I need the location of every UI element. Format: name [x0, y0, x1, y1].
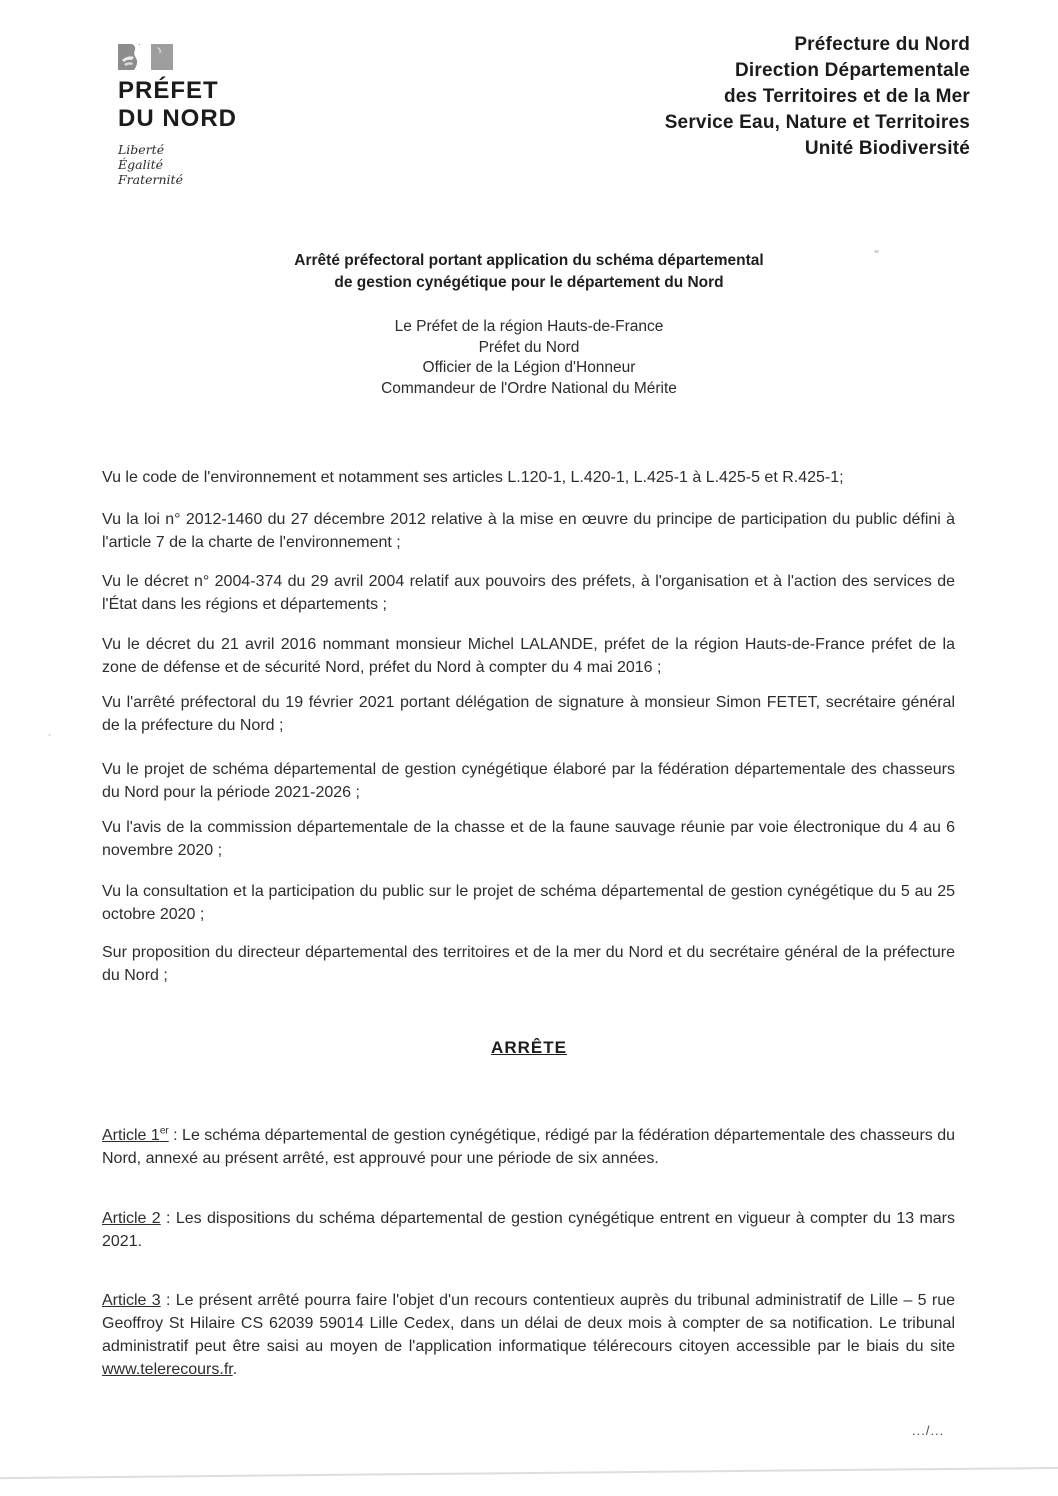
- letterhead-line: Service Eau, Nature et Territoires: [664, 112, 970, 133]
- logo-motto: [118, 142, 358, 187]
- prefet-du-nord-logo: [118, 44, 358, 187]
- telerecours-link[interactable]: www.telerecours.fr: [102, 1361, 233, 1378]
- letterhead-line: Préfecture du Nord: [794, 34, 970, 55]
- logo-name-line1: PRÉFET: [118, 77, 219, 104]
- document-title: [0, 250, 1058, 294]
- authority-line: Le Préfet de la région Hauts-de-France: [394, 318, 664, 335]
- recital-paragraph: Vu la loi n° 2012-1460 du 27 décembre 2012 relative à la mise en œuvre du principe de participation du public défini à l'article 7 de la charte de l'environnement ;: [102, 511, 955, 551]
- article-2-text: : Les dispositions du schéma départemental de gestion cynégétique entrent en vigueur à compter du 13 mars 2021.: [102, 1210, 956, 1250]
- article-1-superscript: er: [159, 1125, 169, 1137]
- marianne-flag-icon: [118, 44, 173, 71]
- letterhead: [665, 32, 970, 162]
- authority-line: Officier de la Légion d'Honneur: [422, 359, 636, 376]
- recital-paragraph: Vu la consultation et la participation du public sur le projet de schéma départemental de gestion cynégétique du 5 au 25 octobre 2020 ;: [102, 883, 955, 923]
- letterhead-line: Direction Départementale: [735, 60, 970, 81]
- article-3-text-end: .: [232, 1361, 238, 1378]
- recital-paragraph: Vu l'avis de la commission départementale de la chasse et de la faune sauvage réunie par voie électronique du 4 au 6 novembre 2020 ;: [102, 819, 955, 859]
- article-3-text: : Le présent arrêté pourra faire l'objet d'un recours contentieux auprès du tribunal administratif de Lille – 5 rue Geoffroy St Hilaire CS 62039 59014 Lille Cedex, dans un délai de deux mois à compter de sa notification. Le tribunal administratif peut être saisi au moyen de l'application informatique télérecours citoyen accessible par le biais du site: [102, 1292, 956, 1355]
- motto-fraternite: Fraternité: [118, 172, 183, 187]
- article-1-label: Article 1er: [102, 1125, 169, 1144]
- article-2-label: Article 2: [102, 1210, 161, 1227]
- article-3-label: Article 3: [102, 1292, 161, 1309]
- motto-egalite: Égalité: [118, 157, 163, 172]
- article-1: [102, 1124, 955, 1170]
- article-2: [102, 1207, 955, 1253]
- scan-artifact-line: [0, 1467, 1058, 1479]
- authority-line: Préfet du Nord: [478, 338, 580, 356]
- article-3: [102, 1289, 955, 1381]
- article-1-text: : Le schéma départemental de gestion cynégétique, rédigé par la fédération départementale des chasseurs du Nord, annexé au présent arrêté, est approuvé pour une période de six années.: [102, 1127, 956, 1167]
- recital-paragraph: Vu le projet de schéma départemental de gestion cynégétique élaboré par la fédération départementale des chasseurs du Nord pour la période 2021-2026 ;: [102, 761, 955, 801]
- letterhead-line: Unité Biodiversité: [804, 138, 970, 159]
- authority-line: Commandeur de l'Ordre National du Mérite: [381, 379, 677, 397]
- decree-heading: ARRÊTE: [491, 1038, 567, 1057]
- page-continuation-mark: .../...: [912, 1423, 945, 1438]
- title-line1: Arrêté préfectoral portant application du schéma départemental: [294, 252, 764, 269]
- recital-paragraph: Vu l'arrêté préfectoral du 19 février 2021 portant délégation de signature à monsieur Simon FETET, secrétaire général de la préfecture du Nord ;: [102, 694, 955, 734]
- logo-name-line2: DU NORD: [118, 105, 237, 132]
- scan-artifact-speck: ´: [48, 732, 52, 746]
- motto-liberte: Liberté: [118, 142, 165, 157]
- recital-paragraph: Vu le décret n° 2004-374 du 29 avril 2004 relatif aux pouvoirs des préfets, à l'organisation et à l'action des services de l'État dans les régions et départements ;: [102, 573, 955, 613]
- title-line2: de gestion cynégétique pour le département du Nord: [334, 274, 724, 291]
- letterhead-line: des Territoires et de la Mer: [723, 86, 970, 107]
- authority-block: [0, 317, 1058, 399]
- recital-paragraph: Sur proposition du directeur départemental des territoires et de la mer du Nord et du secrétaire général de la préfecture du Nord ;: [102, 944, 955, 984]
- recital-paragraph: Vu le code de l'environnement et notamment ses articles L.120-1, L.420-1, L.425-1 à L.425-5 et R.425-1;: [102, 469, 844, 486]
- recital-paragraph: Vu le décret du 21 avril 2016 nommant monsieur Michel LALANDE, préfet de la région Hauts-de-France préfet de la zone de défense et de sécurité Nord, préfet du Nord à compter du 4 mai 2016 ;: [102, 636, 955, 676]
- scan-artifact-speck: [874, 250, 879, 253]
